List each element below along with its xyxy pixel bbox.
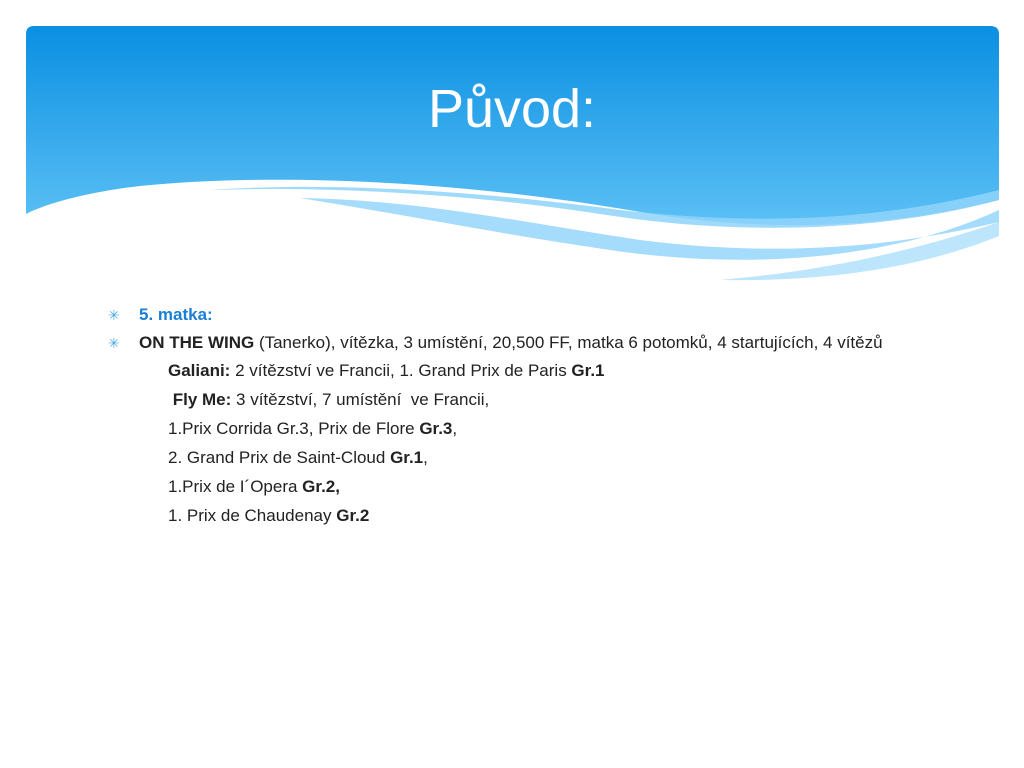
- race-grade: Gr.3: [419, 419, 453, 438]
- race-grade: Gr.2: [336, 506, 370, 525]
- offspring-line: [108, 389, 908, 418]
- section-heading: 5. matka:: [139, 305, 213, 324]
- offspring-line: [108, 360, 908, 389]
- line-punctuation: ,: [452, 419, 458, 438]
- offspring-text: 3 vítězství, 7 umístění ve Francii,: [231, 390, 490, 409]
- header-wave-graphic: [0, 0, 1024, 300]
- header-banner: [0, 0, 1024, 300]
- list-item: [108, 304, 908, 326]
- list-item: [108, 332, 908, 354]
- race-text: 2. Grand Prix de Saint-Cloud: [168, 448, 391, 467]
- offspring-name: Fly Me:: [168, 390, 232, 409]
- race-grade: Gr.1: [390, 448, 424, 467]
- race-line: [108, 418, 908, 447]
- race-text: 1.Prix Corrida Gr.3, Prix de Flore: [168, 419, 420, 438]
- race-line: [108, 447, 908, 476]
- race-line: [108, 476, 908, 505]
- race-text: 1.Prix de I´Opera: [168, 477, 303, 496]
- asterisk-icon: ✳: [108, 335, 120, 351]
- race-grade: Gr.2,: [302, 477, 340, 496]
- slide-title: Původ:: [427, 79, 597, 139]
- race-line: [108, 505, 908, 534]
- offspring-text: 2 vítězství ve Francii, 1. Grand Prix de Paris: [230, 361, 572, 380]
- horse-description: (Tanerko), vítězka, 3 umístění, 20,500 FF, matka 6 potomků, 4 startujících, 4 vítězů: [254, 333, 883, 352]
- horse-name: ON THE WING: [139, 333, 255, 352]
- offspring-name: Galiani:: [168, 361, 231, 380]
- content-body: [108, 304, 908, 534]
- race-text: 1. Prix de Chaudenay: [168, 506, 337, 525]
- line-punctuation: ,: [423, 448, 428, 467]
- race-grade: Gr.1: [571, 361, 605, 380]
- asterisk-icon: ✳: [108, 307, 120, 323]
